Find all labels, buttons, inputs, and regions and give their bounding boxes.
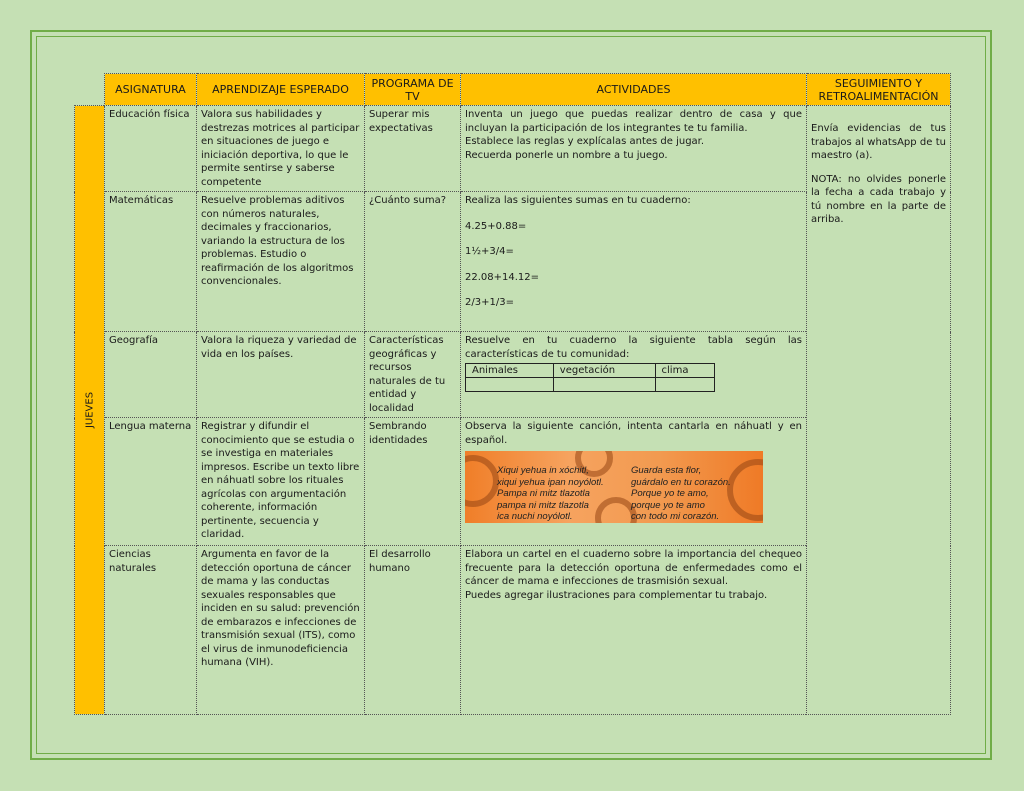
followup-note: NOTA: no olvides ponerle la fecha a cada trabajo y tú nombre en la parte de arriba. <box>811 173 946 225</box>
header-programa: PROGRAMA DE TV <box>365 74 461 106</box>
activity-line: Elabora un cartel en el cuaderno sobre la importancia del chequeo frecuente para la detección oportuna de enfermedades como el cáncer de mama e infecciones de trasmisión sexual. <box>465 549 802 587</box>
learning-cell: Resuelve problemas aditivos con números naturales, decimales y fraccionarios, variando la estructura de los problemas. Estudio o reafirmación de los algoritmos convencionales. <box>197 192 365 332</box>
activity-line: Puedes agregar ilustraciones para complementar tu trabajo. <box>465 589 768 601</box>
header-actividades: ACTIVIDADES <box>461 74 807 106</box>
activities-cell <box>461 106 807 192</box>
program-cell: ¿Cuánto suma? <box>365 192 461 332</box>
activity-line: Inventa un juego que puedas realizar dentro de casa y que incluyan la participación de los integrantes te tu familia. <box>465 109 802 134</box>
learning-cell: Argumenta en favor de la detección oportuna de cáncer de mama y las conductas sexuales responsables que inciden en su salud: prevención de embarazos e infecciones de transmisión sexual (ITS), como el virus de inmunodeficiencia humana (VIH). <box>197 546 365 715</box>
activity-intro: Resuelve en tu cuaderno la siguiente tabla según las características de tu comunidad: <box>465 335 802 360</box>
sum-item: 1½+3/4= <box>465 246 514 257</box>
song-espanol: Guarda esta flor, guárdalo en tu corazón. Porque yo te amo, porque yo te amo con todo mi corazón. <box>631 465 731 522</box>
song-image <box>465 451 763 523</box>
schedule-table <box>74 73 951 715</box>
followup-cell <box>807 106 951 715</box>
day-cell <box>75 106 105 715</box>
activity-intro: Observa la siguiente canción, intenta cantarla en náhuatl y en español. <box>465 421 802 446</box>
sum-item: 2/3+1/3= <box>465 297 514 308</box>
community-table-header: clima <box>655 364 714 378</box>
subject-cell: Lengua materna <box>105 418 197 546</box>
day-label: JUEVES <box>83 391 95 429</box>
subject-cell: Matemáticas <box>105 192 197 332</box>
song-nahuatl: Xiqui yehua in xóchitl, xiqui yehua ipan noyólotl. Pampa ni mitz tlazotla pampa ni mitz tlazotla ica nuchi noyólotl. <box>497 465 604 522</box>
activities-cell <box>461 332 807 418</box>
community-table-cell <box>466 378 554 392</box>
header-aprendizaje: APRENDIZAJE ESPERADO <box>197 74 365 106</box>
decorative-ornament <box>465 455 499 507</box>
header-asignatura: ASIGNATURA <box>105 74 197 106</box>
community-table-header: vegetación <box>553 364 655 378</box>
subject-cell: Geografía <box>105 332 197 418</box>
community-table-cell <box>655 378 714 392</box>
sum-item: 4.25+0.88= <box>465 220 527 232</box>
program-cell: El desarrollo humano <box>365 546 461 715</box>
header-row <box>75 74 951 106</box>
followup-text: Envía evidencias de tus trabajos al whatsApp de tu maestro (a). <box>811 123 946 161</box>
learning-cell: Valora sus habilidades y destrezas motrices al participar en situaciones de juego e iniciación deportiva, lo que le permite sentirse y saberse competente <box>197 106 365 192</box>
learning-cell: Valora la riqueza y variedad de vida en los países. <box>197 332 365 418</box>
activity-line: Recuerda ponerle un nombre a tu juego. <box>465 149 668 161</box>
program-cell: Superar mis expectativas <box>365 106 461 192</box>
activity-intro: Realiza las siguientes sumas en tu cuaderno: <box>465 195 691 206</box>
community-table-cell <box>553 378 655 392</box>
sum-item: 22.08+14.12= <box>465 271 540 283</box>
learning-cell: Registrar y difundir el conocimiento que se estudia o se investiga en materiales impresos. Escribe un texto libre en náhuatl sobre los rituales agrícolas con argumentación coherente, información pertinente, secuencia y claridad. <box>197 418 365 546</box>
header-spacer <box>75 74 105 106</box>
program-cell: Sembrando identidades <box>365 418 461 546</box>
activities-cell <box>461 418 807 546</box>
activities-cell <box>461 546 807 715</box>
community-table-header: Animales <box>466 364 554 378</box>
header-seguimiento: SEGUIMIENTO Y RETROALIMENTACIÓN <box>807 74 951 106</box>
activities-cell <box>461 192 807 332</box>
subject-cell: Ciencias naturales <box>105 546 197 715</box>
activity-line: Establece las reglas y explícalas antes de jugar. <box>465 136 705 147</box>
table-row <box>75 106 951 192</box>
program-cell: Características geográficas y recursos naturales de tu entidad y localidad <box>365 332 461 418</box>
subject-cell: Educación física <box>105 106 197 192</box>
community-table <box>465 363 715 392</box>
